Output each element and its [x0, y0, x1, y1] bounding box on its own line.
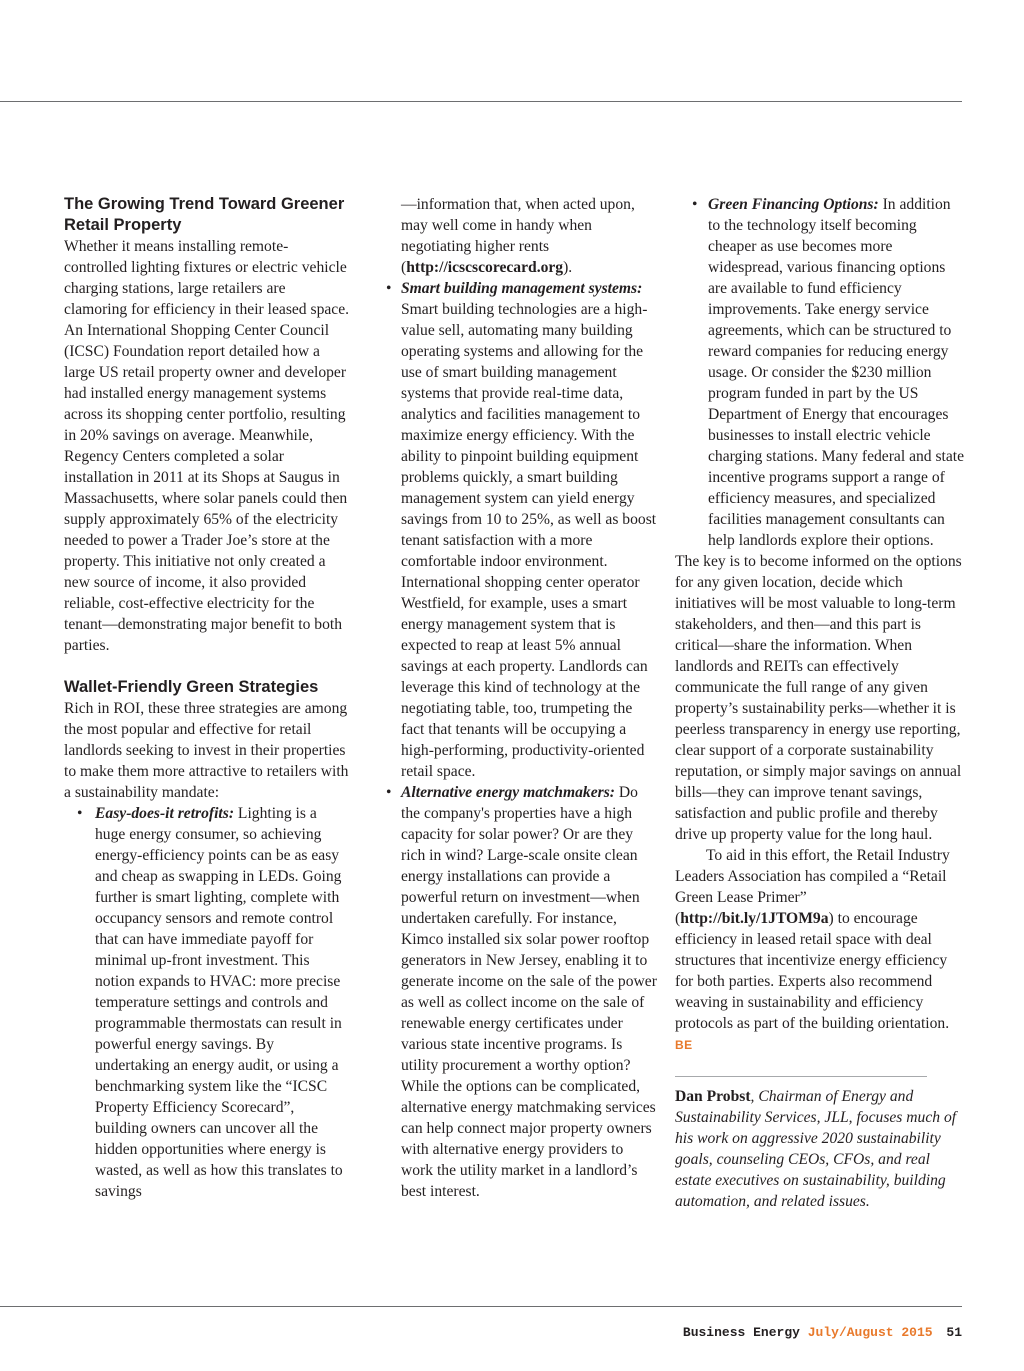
article-column-2 [385, 194, 657, 1202]
section-body-wallet-friendly: Rich in ROI, these three strategies are among the most popular and effective for retail landlords seeking to invest in their properties to make them more attractive to retailers with a sustainability mandate: [64, 700, 349, 801]
article-column-3 [675, 194, 965, 1212]
footer-magazine-title: Business Energy [682, 1325, 800, 1340]
top-rule [0, 101, 962, 102]
author-bio [675, 1086, 965, 1212]
footer-issue-date: July/August 2015 [807, 1325, 933, 1340]
icsc-scorecard-link[interactable]: http://icscscorecard.org [406, 259, 564, 276]
bullet-text: Smart building technologies are a high-value sell, automating many building operating systems and allowing for the use of smart building management systems that provide real-time data, analytics and facilities management to maximize energy efficiency. With the ability to pinpoint building equipment problems quickly, a smart building management system can yield energy savings from 10 to 25%, as well as boost tenant satisfaction with a more comfortable indoor environment. International shopping center operator Westfield, for example, uses a smart energy management system that is expected to reap at least 5% annual savings at each property. Landlords can leverage this kind of technology at the negotiating table, too, trumpeting the fact that tenants will be occupying a high-performing, productivity-oriented retail space. [401, 301, 657, 780]
list-item-smart-building [385, 278, 657, 782]
bottom-rule [0, 1306, 962, 1307]
bullet-lead: Easy-does-it retrofits: [95, 805, 235, 822]
list-item-easy-retrofits [64, 803, 350, 1202]
section-heading-wallet-friendly: Wallet-Friendly Green Strategies [64, 678, 319, 696]
bullet-lead: Smart building management systems: [401, 280, 643, 297]
section-body-growing-trend: Whether it means installing remote-controlled lighting fixtures or electric vehicle charging stations, large retailers are clamoring for efficiency in their leased space. An International Shopping Center Council (ICSC) Foundation report detailed how a large US retail property owner and developer had installed energy management systems across its shopping center portfolio, resulting in 20% savings on average. Meanwhile, Regency Centers completed a solar installation in 2011 at its Shops at Saugus in Massachusetts, where solar panels could then supply approximately 65% of the electricity needed to power a Trader Joe’s store at the property. This initiative not only created a new source of income, it also provided reliable, cost-effective electricity for the tenant—demonstrating major benefit to both parties. [64, 238, 350, 654]
list-item-easy-retrofits-continued [385, 194, 657, 278]
strategy-list-continued [385, 194, 657, 1202]
bullet-continuation: —information that, when acted upon, may well come in handy when negotiating higher rents ( [401, 196, 635, 276]
bullet-icon: • [77, 805, 83, 822]
bullet-icon: • [692, 196, 698, 213]
footer-page-number: 51 [946, 1325, 962, 1340]
bullet-icon: • [386, 280, 392, 297]
bullet-text: Lighting is a huge energy consumer, so achieving energy-efficiency points can be as easy and cheap as swapping in LEDs. Going further is smart lighting, complete with occupancy sensors and remote control that can have immediate payoff for minimal up-front investment. This notion expands to HVAC: more precise temperature settings and controls and programmable thermostats can result in powerful energy savings. By undertaking an energy audit, or using a benchmarking system like the “ICSC Property Efficiency Scorecard”, building owners can uncover all the hidden opportunities where energy is wasted, as well as how this translates to savings [95, 805, 343, 1200]
bullet-text: In addition to the technology itself becoming cheaper as use becomes more widespread, various financing options are available to fund efficiency improvements. Take energy service agreements, which can be structured to reward companies for reducing energy usage. Or consider the $230 million program funded in part by the US Department of Energy that encourages businesses to install electric vehicle charging stations. Many federal and state incentive programs support a range of efficiency measures, and specialized facilities management consultants can help landlords explore their options. [708, 196, 965, 549]
end-mark-logo: BE [675, 1038, 693, 1052]
strategy-list-continued-2 [675, 194, 965, 551]
lease-primer-link[interactable]: http://bit.ly/1JTOM9a [680, 910, 829, 927]
bullet-continuation-tail: ). [563, 259, 573, 276]
list-item-alternative-energy [385, 782, 657, 1202]
list-item-green-financing [675, 194, 965, 551]
bullet-icon: • [386, 784, 392, 801]
closing-paragraph-2 [675, 845, 965, 1056]
page-footer [683, 1325, 962, 1340]
author-bio-text: , Chairman of Energy and Sustainability Services, JLL, focuses much of his work on aggressive 2020 sustainability goals, counseling CEOs, CFOs, and real estate executives on sustainability, building automation, and related issues. [675, 1088, 957, 1210]
strategy-list [64, 803, 350, 1202]
author-name: Dan Probst [675, 1088, 751, 1105]
section-heading-growing-trend: The Growing Trend Toward Greener Retail Property [64, 195, 345, 234]
bullet-text: Do the company's properties have a high capacity for solar power? Or are they rich in wind? Large-scale onsite clean energy installations can provide a powerful return on investment—when undertaken carefully. For instance, Kimco installed six solar power rooftop generators in New Jersey, enabling it to generate income on the sale of the power as well as collect income on the sale of renewable energy certificates under various state incentive programs. Is utility procurement a worthy option? While the options can be complicated, alternative energy matchmaking services can help connect major property owners with alternative energy providers to work the utility market in a landlord’s best interest. [401, 784, 657, 1200]
closing-paragraph-1: The key is to become informed on the options for any given location, decide which initiatives will be most valuable to long-term stakeholders, and then—and this part is critical—share the information. When landlords and REITs can effectively communicate the full range of any given property’s sustainability perks—whether it is peerless transparency in energy use reporting, clear support of a corporate sustainability reputation, or simply major savings on annual bills—they can improve tenant savings, satisfaction and public profile and thereby drive up property value for the long haul. [675, 553, 962, 843]
bullet-lead: Green Financing Options: [708, 196, 879, 213]
article-column-1 [64, 194, 350, 1202]
closing-text-before-link: To aid in this effort, the Retail Industry Leaders Association has compiled a “Retail Green Lease Primer” ( [675, 847, 950, 927]
bullet-lead: Alternative energy matchmakers: [401, 784, 615, 801]
bio-divider [675, 1076, 927, 1077]
closing-text-after-link: ) to encourage efficiency in leased retail space with deal structures that incentivize energy efficiency for both parties. Experts also recommend weaving in sustainability and efficiency protocols as part of the building orientation. [675, 910, 950, 1032]
